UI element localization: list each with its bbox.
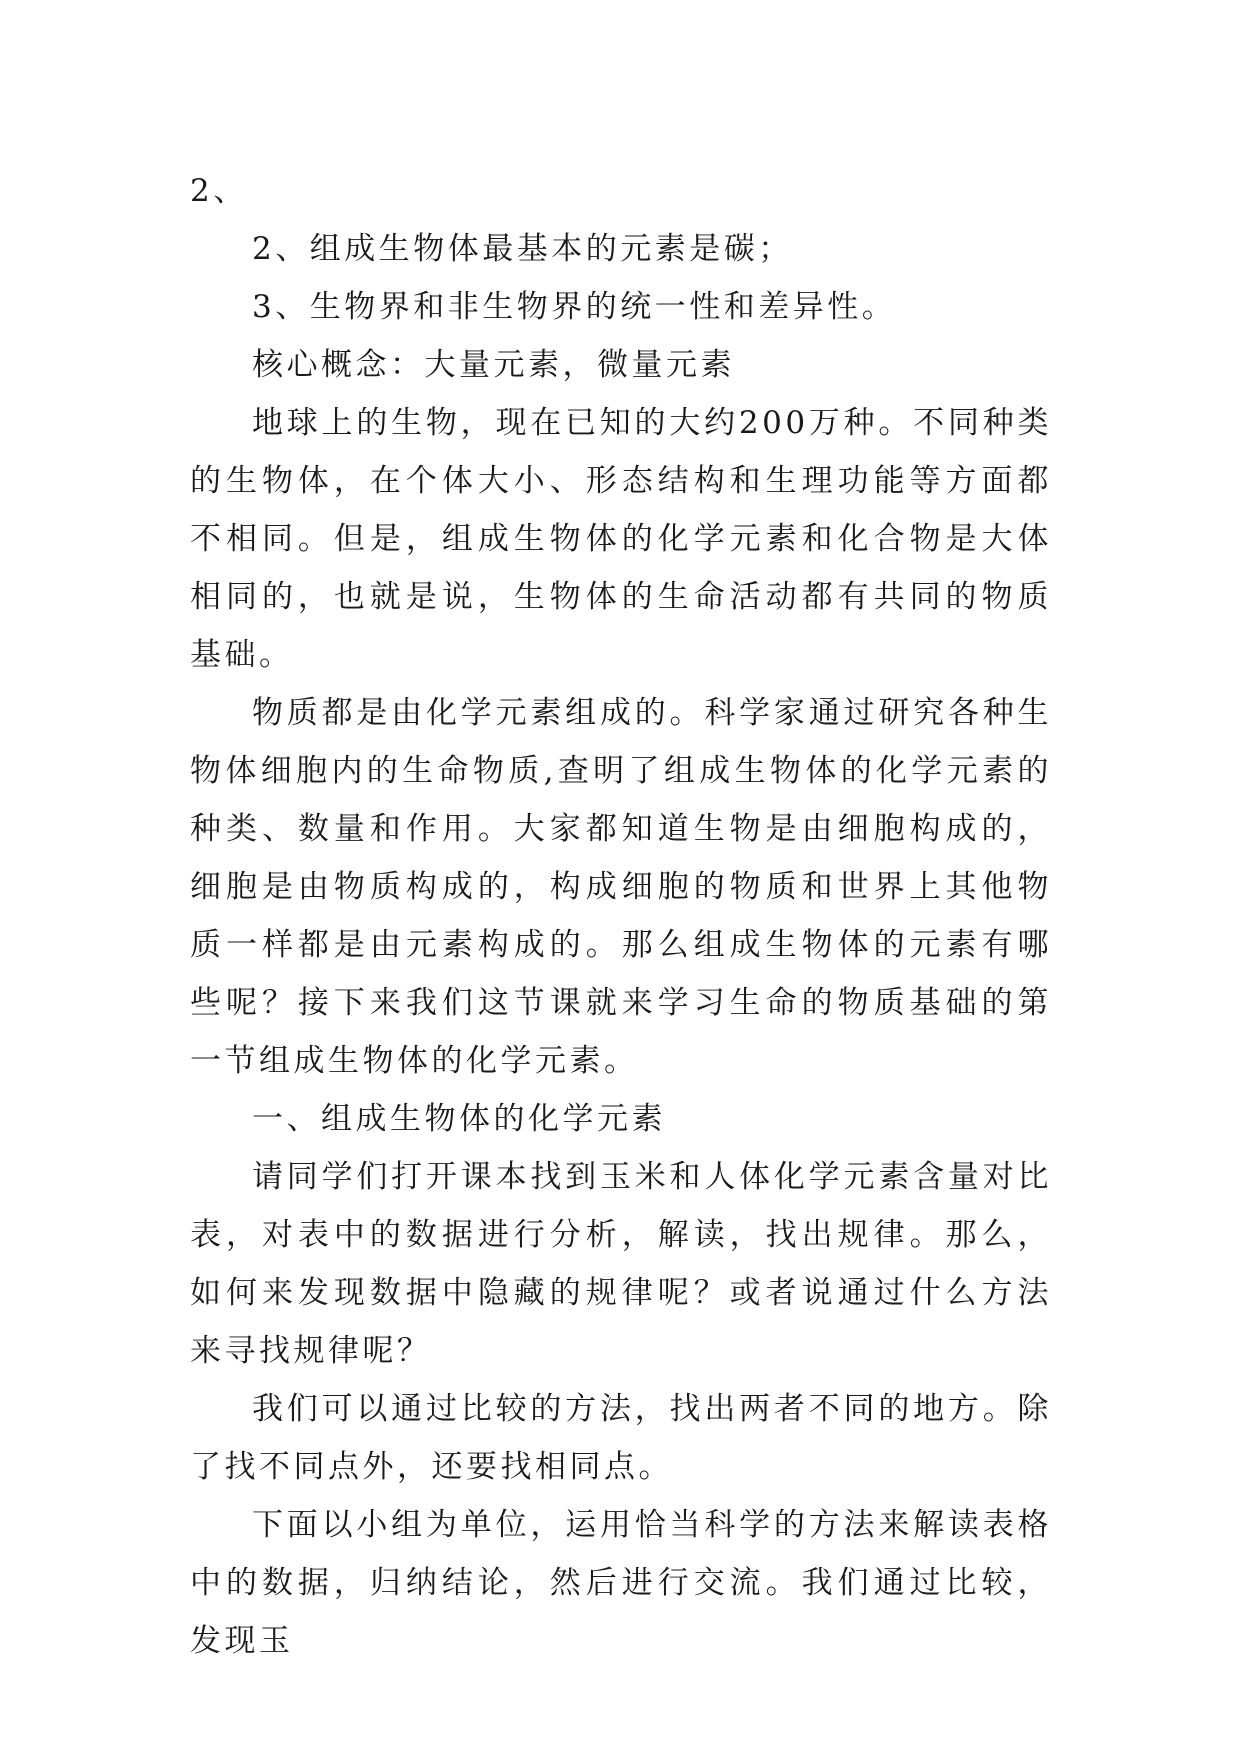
objective-2: 2、组成生物体最基本的元素是碳； — [252, 231, 793, 267]
paragraph-intro: 地球上的生物，现在已知的大约200万种。不同种类的生物体，在个体大小、形态结构和生理功能等方面都不相同。但是，组成生物体的化学元素和化合物是大体相同的，也就是说，生物体的生命活动都有共同的物质基础。 — [190, 405, 1052, 673]
paragraph-elements: 物质都是由化学元素组成的。科学家通过研究各种生物体细胞内的生命物质,查明了组成生物体的化学元素的种类、数量和作用。大家都知道生物是由细胞构成的，细胞是由物质构成的，构成细胞的物质和世界上其他物质一样都是由元素构成的。那么组成生物体的元素有哪些呢？接下来我们这节课就来学习生命的物质基础的第一节组成生物体的化学元素。 — [190, 695, 1052, 1079]
paragraph-compare: 我们可以通过比较的方法，找出两者不同的地方。除了找不同点外，还要找相同点。 — [190, 1391, 1052, 1485]
core-concepts: 核心概念：大量元素，微量元素 — [252, 347, 735, 383]
objective-3: 3、生物界和非生物界的统一性和差异性。 — [252, 289, 897, 325]
item-number: 2、 — [190, 173, 248, 209]
section-heading: 一、组成生物体的化学元素 — [252, 1101, 666, 1137]
paragraph-table: 请同学们打开课本找到玉米和人体化学元素含量对比表，对表中的数据进行分析，解读，找出规律。那么，如何来发现数据中隐藏的规律呢？或者说通过什么方法来寻找规律呢？ — [190, 1159, 1052, 1369]
paragraph-group: 下面以小组为单位，运用恰当科学的方法来解读表格中的数据，归纳结论，然后进行交流。我们通过比较，发现玉 — [190, 1507, 1052, 1659]
document-body — [190, 162, 1052, 1670]
